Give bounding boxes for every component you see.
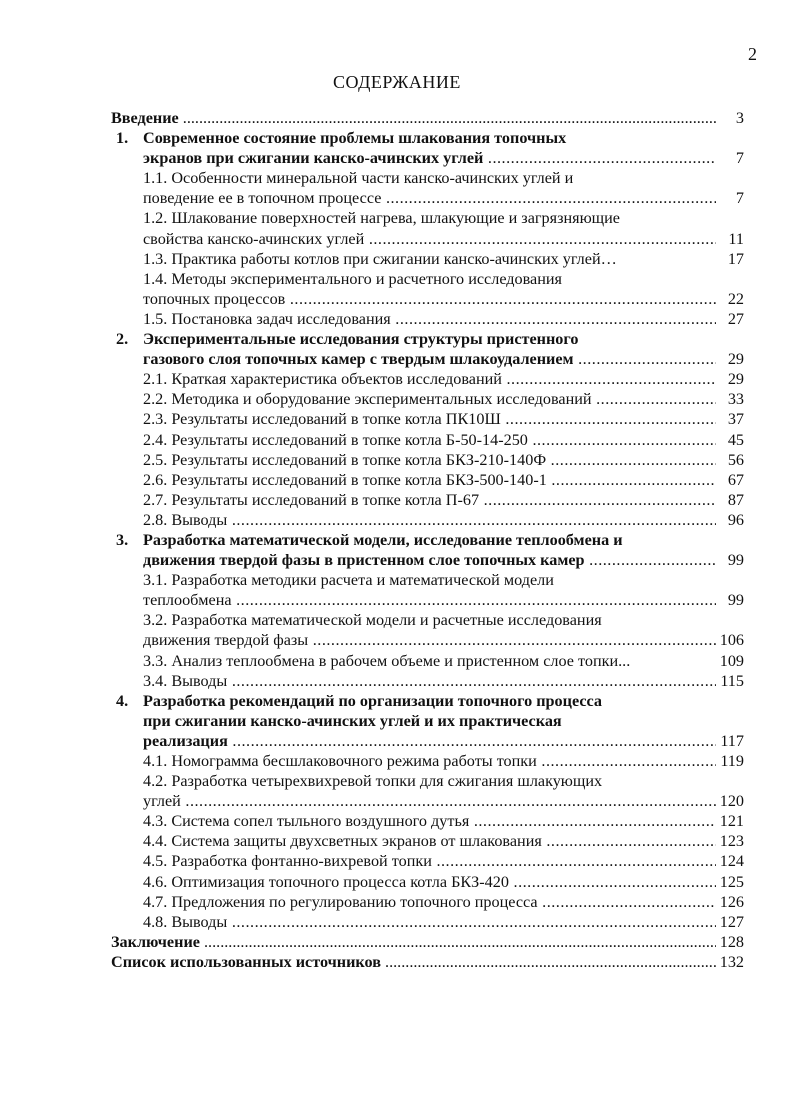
chapter-number: 4.	[116, 691, 129, 710]
toc-title: СОДЕРЖАНИЕ	[333, 72, 461, 92]
toc-entry-text: Разработка математической модели, исследование теплообмена и	[143, 530, 623, 549]
toc-section	[0, 892, 794, 912]
toc-section	[0, 208, 794, 228]
toc-entry-text: 4.5. Разработка фонтанно-вихревой топки .....	[143, 851, 716, 871]
toc-section	[0, 610, 794, 630]
toc-entry-page: 125	[719, 872, 744, 891]
toc-entry-text: поведение ее в топочном процессе .....	[143, 188, 716, 208]
table-of-contents	[0, 108, 794, 972]
toc-entry-page: 29	[727, 370, 744, 389]
toc-entry-text: экранов при сжигании канско-ачинских углей .....	[143, 148, 716, 168]
toc-chapter-4-cont	[0, 731, 794, 751]
toc-entry-references	[0, 952, 794, 972]
toc-section	[0, 188, 794, 208]
toc-entry-page: 132	[719, 952, 744, 971]
toc-entry-text: 1.1. Особенности минеральной части канско-ачинских углей и	[143, 169, 574, 188]
toc-entry-text: 4.3. Система сопел тыльного воздушного дутья .....	[143, 811, 716, 831]
toc-chapter-1-cont	[0, 148, 794, 168]
toc-chapter-4	[0, 691, 794, 711]
page-number: 2	[748, 44, 757, 64]
toc-chapter-3	[0, 530, 794, 550]
toc-section	[0, 409, 794, 429]
toc-entry-page: 3	[735, 109, 744, 127]
toc-entry-text: 2.4. Результаты исследований в топке котла Б-50-14-250 .....	[143, 430, 716, 450]
toc-entry-text: теплообмена .....	[143, 590, 716, 610]
toc-entry-page: 17	[727, 249, 744, 268]
toc-entry-text: Введение .....	[111, 108, 716, 128]
toc-chapter-2-cont	[0, 349, 794, 369]
toc-entry-text: 2.5. Результаты исследований в топке котла БКЗ-210-140Ф .....	[143, 450, 716, 470]
toc-entry-page: 109	[719, 651, 744, 670]
toc-entry-page: 99	[727, 591, 744, 610]
toc-section	[0, 309, 794, 329]
toc-entry-page: 115	[720, 671, 744, 690]
toc-section	[0, 369, 794, 389]
toc-section	[0, 510, 794, 530]
toc-chapter-1	[0, 128, 794, 148]
toc-entry-text: Разработка рекомендаций по организации топочного процесса	[143, 691, 603, 710]
toc-entry-text: углей .....	[143, 791, 716, 811]
toc-entry-text: 3.4. Выводы .....	[143, 671, 716, 691]
chapter-number: 3.	[116, 530, 129, 549]
toc-section	[0, 831, 794, 851]
toc-section	[0, 430, 794, 450]
toc-entry-text: при сжигании канско-ачинских углей и их практическая	[143, 711, 562, 730]
toc-entry-page: 128	[719, 932, 744, 951]
toc-entry-text: свойства канско-ачинских углей .....	[143, 229, 716, 249]
toc-entry-page: 45	[727, 430, 744, 449]
toc-entry-text: движения твердой фазы .....	[143, 630, 716, 650]
toc-entry-text: газового слоя топочных камер с твердым шлакоудалением .....	[143, 349, 716, 369]
toc-entry-text: 1.2. Шлакование поверхностей нагрева, шлакующие и загрязняющие	[143, 209, 620, 228]
toc-chapter-4-cont	[0, 711, 794, 731]
chapter-number: 1.	[116, 129, 129, 148]
toc-entry-page: 121	[719, 812, 744, 831]
toc-entry-page: 11	[728, 229, 744, 248]
toc-entry-page: 7	[735, 189, 744, 208]
toc-entry-text: 3.1. Разработка методики расчета и математической модели	[143, 571, 554, 590]
chapter-number: 2.	[116, 330, 129, 349]
toc-section	[0, 450, 794, 470]
toc-section	[0, 168, 794, 188]
toc-section	[0, 570, 794, 590]
toc-entry-text: Список использованных источников .....	[111, 952, 716, 972]
toc-section	[0, 269, 794, 289]
toc-section	[0, 630, 794, 650]
toc-entry-text: 2.3. Результаты исследований в топке котла ПК10Ш .....	[143, 409, 716, 429]
toc-entry-page: 22	[727, 289, 744, 308]
toc-entry-text: 4.4. Система защиты двухсветных экранов от шлакования .....	[143, 831, 716, 851]
toc-entry-text: 4.7. Предложения по регулированию топочного процесса .....	[143, 892, 716, 912]
toc-entry-text: 1.3. Практика работы котлов при сжигании канско-ачинских углей…	[143, 249, 617, 268]
toc-entry-text: 2.7. Результаты исследований в топке котла П-67 .....	[143, 490, 716, 510]
toc-entry-page: 87	[727, 490, 744, 509]
toc-section	[0, 651, 794, 671]
toc-entry-page: 106	[719, 631, 744, 650]
toc-entry-text: 3.2. Разработка математической модели и расчетные исследования	[143, 611, 602, 630]
toc-entry-text: 2.1. Краткая характеристика объектов исследований .....	[143, 369, 716, 389]
toc-section	[0, 811, 794, 831]
toc-chapter-3-cont	[0, 550, 794, 570]
toc-entry-text: 2.2. Методика и оборудование экспериментальных исследований .....	[143, 389, 716, 409]
toc-entry-text: 1.5. Постановка задач исследования .....	[143, 309, 716, 329]
toc-entry-introduction	[0, 108, 794, 128]
toc-entry-page: 126	[719, 892, 744, 911]
toc-entry-page: 127	[719, 912, 744, 931]
toc-entry-page: 119	[720, 752, 744, 770]
toc-entry-text: Экспериментальные исследования структуры пристенного	[143, 330, 579, 349]
toc-section	[0, 912, 794, 932]
toc-entry-page: 67	[727, 470, 744, 489]
toc-entry-text: 4.8. Выводы .....	[143, 912, 716, 932]
toc-entry-page: 96	[727, 510, 744, 529]
toc-section	[0, 389, 794, 409]
toc-entry-page: 99	[727, 551, 744, 570]
toc-entry-page: 120	[719, 792, 744, 811]
toc-section	[0, 470, 794, 490]
toc-section	[0, 671, 794, 691]
toc-entry-text: 4.1. Номограмма бесшлаковочного режима работы топки .....	[143, 751, 716, 771]
toc-section	[0, 851, 794, 871]
toc-entry-text: 4.6. Оптимизация топочного процесса котла БКЗ-420 .....	[143, 872, 716, 892]
toc-chapter-2	[0, 329, 794, 349]
toc-entry-text: топочных процессов .....	[143, 289, 716, 309]
toc-section	[0, 249, 794, 269]
toc-entry-page: 56	[727, 450, 744, 469]
toc-entry-text: Заключение .....	[111, 932, 716, 952]
toc-section	[0, 771, 794, 791]
toc-section	[0, 751, 794, 771]
toc-entry-text: 4.2. Разработка четырехвихревой топки для сжигания шлакующих	[143, 772, 603, 791]
toc-entry-page: 27	[727, 309, 744, 328]
toc-entry-text: 2.8. Выводы .....	[143, 510, 716, 530]
toc-entry-text: 2.6. Результаты исследований в топке котла БКЗ-500-140-1 .....	[143, 470, 716, 490]
toc-section	[0, 872, 794, 892]
toc-entry-page: 117	[720, 731, 744, 750]
toc-entry-page: 37	[727, 410, 744, 429]
toc-entry-page: 124	[719, 852, 744, 871]
toc-entry-page: 33	[727, 390, 744, 409]
toc-entry-conclusion	[0, 932, 794, 952]
toc-section	[0, 791, 794, 811]
toc-entry-text: реализация .....	[143, 731, 716, 751]
toc-entry-page: 123	[719, 832, 744, 851]
toc-section	[0, 229, 794, 249]
toc-entry-text: 3.3. Анализ теплообмена в рабочем объеме и пристенном слое топки...	[143, 651, 631, 670]
toc-entry-text: Современное состояние проблемы шлакования топочных	[143, 129, 567, 148]
toc-section	[0, 289, 794, 309]
toc-section	[0, 590, 794, 610]
toc-entry-page: 29	[727, 350, 744, 369]
toc-section	[0, 490, 794, 510]
toc-entry-page: 7	[735, 149, 744, 168]
toc-entry-text: движения твердой фазы в пристенном слое топочных камер .....	[143, 550, 716, 570]
toc-entry-text: 1.4. Методы экспериментального и расчетного исследования	[143, 269, 562, 288]
